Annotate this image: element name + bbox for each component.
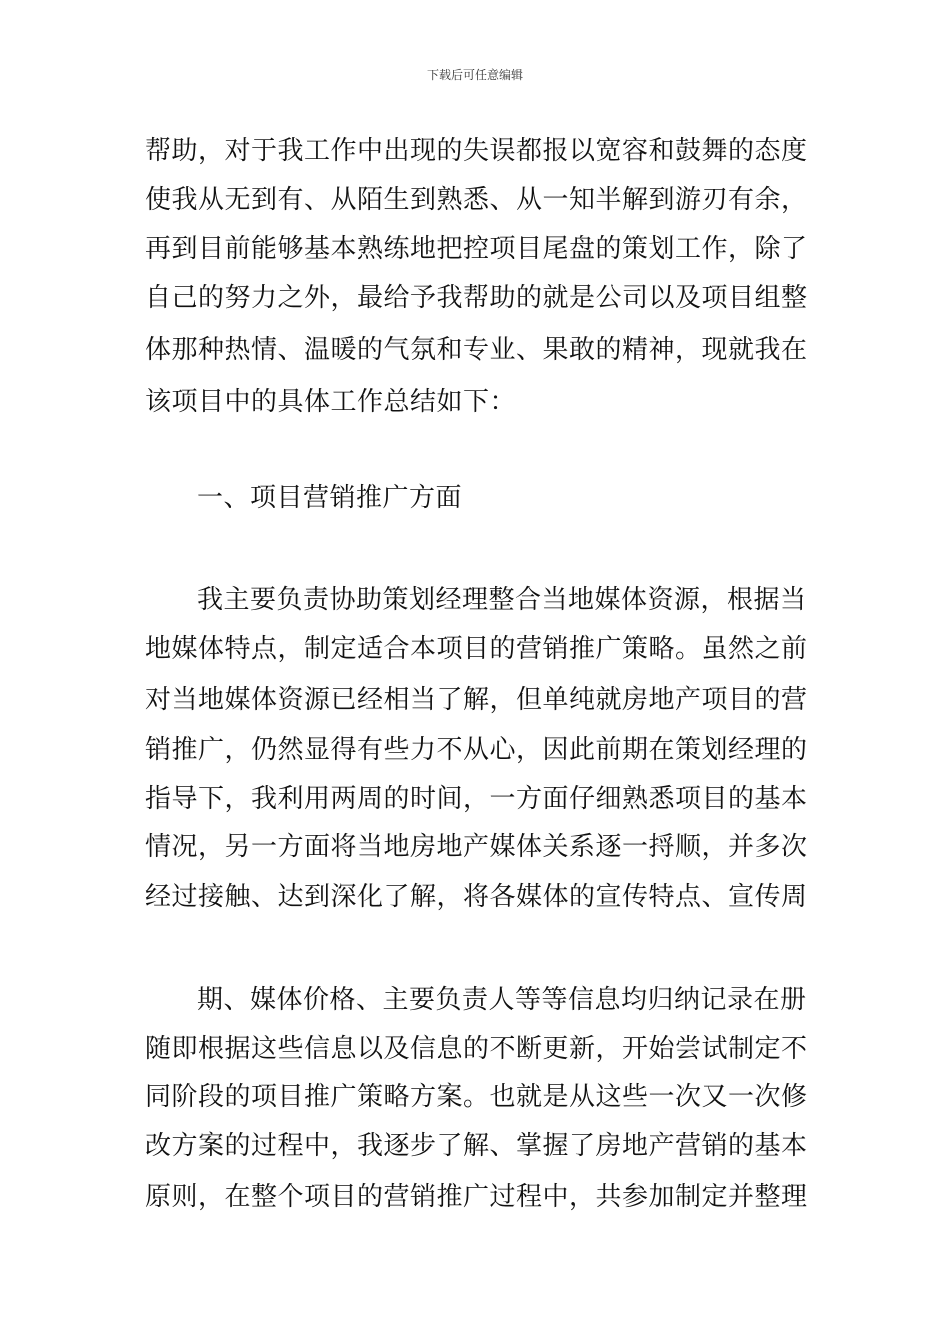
body-line: 使我从无到有、从陌生到熟悉、从一知半解到游刃有余， (145, 185, 808, 215)
body-line: 我主要负责协助策划经理整合当地媒体资源，根据当 (197, 585, 807, 615)
body-line: 帮助，对于我工作中出现的失误都报以宽容和鼓舞的态度 (145, 136, 808, 166)
body-line: 同阶段的项目推广策略方案。也就是从这些一次又一次修 (145, 1082, 808, 1112)
body-line: 地媒体特点，制定适合本项目的营销推广策略。虽然之前 (145, 634, 808, 664)
body-line: 随即根据这些信息以及信息的不断更新，开始尝试制定不 (145, 1034, 808, 1064)
header-note: 下载后可任意编辑 (426, 68, 523, 82)
body-line: 体那种热情、温暖的气氛和专业、果敢的精神，现就我在 (145, 335, 808, 365)
body-line: 指导下，我利用两周的时间，一方面仔细熟悉项目的基本 (145, 784, 808, 814)
section-heading: 一、项目营销推广方面 (197, 483, 463, 513)
body-line: 改方案的过程中，我逐步了解、掌握了房地产营销的基本 (145, 1131, 808, 1161)
body-line: 期、媒体价格、主要负责人等等信息均归纳记录在册 (197, 985, 807, 1015)
body-line: 销推广，仍然显得有些力不从心，因此前期在策划经理的 (145, 735, 808, 765)
body-line: 该项目中的具体工作总结如下： (145, 387, 517, 417)
body-line: 自己的努力之外，最给予我帮助的就是公司以及项目组整 (145, 283, 808, 313)
body-line: 对当地媒体资源已经相当了解，但单纯就房地产项目的营 (145, 685, 808, 715)
body-line: 原则，在整个项目的营销推广过程中，共参加制定并整理 (145, 1182, 808, 1212)
body-line: 情况，另一方面将当地房地产媒体关系逐一捋顺，并多次 (145, 832, 808, 862)
body-line: 经过接触、达到深化了解，将各媒体的宣传特点、宣传周 (145, 882, 808, 912)
body-line: 再到目前能够基本熟练地把控项目尾盘的策划工作，除了 (145, 234, 808, 264)
